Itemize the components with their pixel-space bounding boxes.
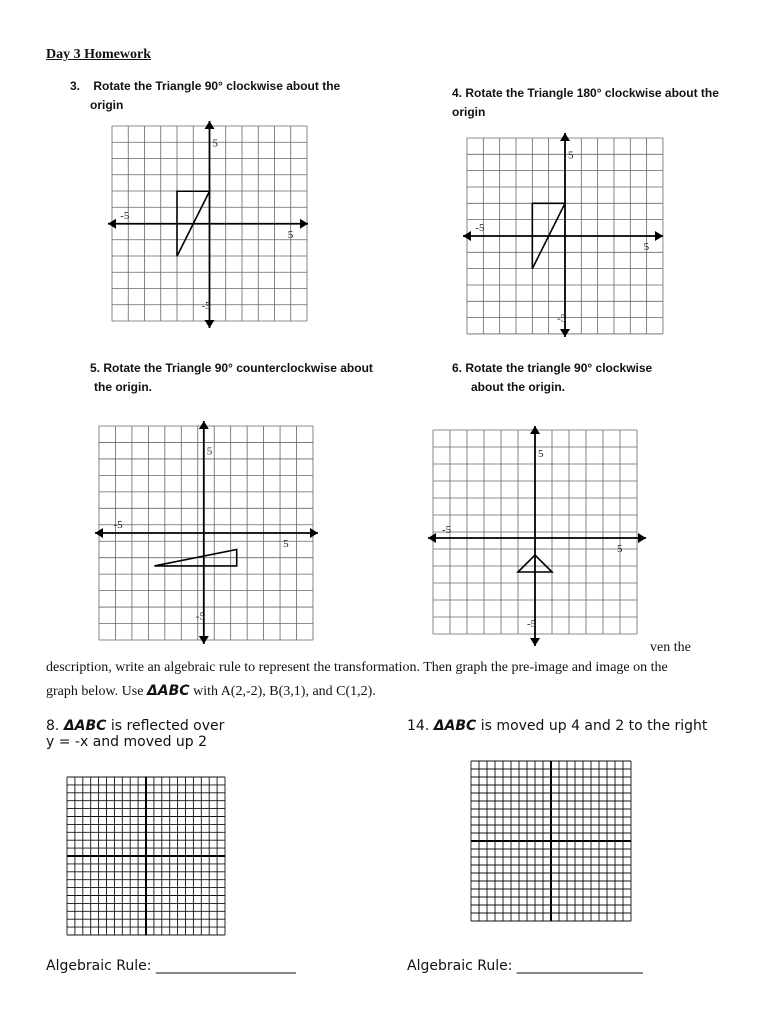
problem-3-text bbox=[70, 77, 340, 115]
exercise-14-number: 14. bbox=[407, 718, 430, 734]
triangle-abc-symbol: ΔABC bbox=[146, 683, 190, 699]
rule-8-blank[interactable]: ____________________ bbox=[155, 958, 296, 974]
instructions-line2-post: with A(2,-2), B(3,1), and C(1,2). bbox=[193, 684, 376, 699]
instructions-line1: description, write an algebraic rule to represent the transformation. Then graph the pre-image and image on the bbox=[46, 660, 668, 675]
exercise-8-blank-grid[interactable] bbox=[66, 776, 226, 939]
problem-6-number: 6. bbox=[452, 361, 463, 375]
rule-14-blank[interactable]: __________________ bbox=[516, 958, 643, 974]
y-axis-arrow-down bbox=[530, 638, 540, 646]
y-tick-label-neg: -5 bbox=[201, 300, 211, 312]
exercise-8-symbol: ΔABC bbox=[63, 718, 107, 734]
problem-3-line2: origin bbox=[90, 98, 124, 112]
y-axis-arrow-down bbox=[560, 329, 570, 337]
problem-6-text bbox=[452, 359, 652, 397]
problem-3-number: 3. bbox=[70, 79, 81, 93]
rule-14 bbox=[407, 958, 643, 974]
problem-5-line1: Rotate the Triangle 90° counterclockwise about bbox=[103, 361, 373, 375]
y-tick-label-pos: 5 bbox=[568, 149, 574, 162]
problem-4-text bbox=[452, 84, 719, 122]
y-tick-label-neg: -5 bbox=[557, 312, 567, 325]
x-axis-arrow-right bbox=[310, 528, 318, 538]
problem-4-line2: origin bbox=[452, 105, 486, 119]
x-axis-arrow-left bbox=[428, 533, 436, 543]
x-axis-arrow-right bbox=[655, 231, 663, 241]
y-axis-arrow-up bbox=[560, 133, 570, 141]
exercise-8-number: 8. bbox=[46, 718, 60, 734]
exercise-14-blank-grid[interactable] bbox=[470, 760, 632, 922]
exercise-8-text bbox=[46, 718, 224, 750]
x-tick-label-pos: 5 bbox=[287, 228, 294, 241]
problem-5-text bbox=[90, 359, 373, 397]
y-tick-label-neg: -5 bbox=[527, 618, 537, 630]
problem-3-graph bbox=[100, 118, 320, 333]
problem-5-graph bbox=[92, 418, 322, 646]
y-tick-label-pos: 5 bbox=[538, 448, 544, 460]
x-tick-label-pos: 5 bbox=[617, 543, 623, 555]
exercise-14-line1: is moved up 4 and 2 to the right bbox=[480, 718, 708, 734]
x-tick-label-neg: -5 bbox=[113, 519, 123, 531]
exercise-8-line2: y = -x and moved up 2 bbox=[46, 734, 208, 750]
page-title: Day 3 Homework bbox=[46, 47, 151, 62]
x-tick-label-neg: -5 bbox=[120, 209, 130, 222]
problem-5-number: 5. bbox=[90, 361, 101, 375]
problem-4-graph bbox=[455, 130, 675, 342]
rule-8 bbox=[46, 958, 296, 974]
y-axis-arrow-down bbox=[205, 320, 215, 328]
instructions-line2-pre: graph below. Use bbox=[46, 684, 144, 699]
problem-4-line1: Rotate the Triangle 180° clockwise about the bbox=[465, 86, 719, 100]
rule-8-label: Algebraic Rule: bbox=[46, 958, 152, 974]
rule-14-label: Algebraic Rule: bbox=[407, 958, 513, 974]
y-tick-label-pos: 5 bbox=[212, 137, 218, 150]
problem-3-line1: Rotate the Triangle 90° clockwise about the bbox=[93, 79, 341, 93]
exercise-14-text bbox=[407, 718, 707, 734]
instructions-fragment: ven the bbox=[650, 640, 691, 655]
x-tick-label-pos: 5 bbox=[283, 538, 289, 550]
problem-4-number: 4. bbox=[452, 86, 463, 100]
x-tick-label-neg: -5 bbox=[442, 524, 452, 536]
instructions-line2 bbox=[46, 683, 376, 700]
problem-6-graph bbox=[425, 424, 650, 648]
problem-6-line1: Rotate the triangle 90° clockwise bbox=[465, 361, 653, 375]
x-tick-label-neg: -5 bbox=[475, 222, 485, 234]
exercise-8-line1: is reflected over bbox=[110, 718, 225, 734]
problem-6-line2: about the origin. bbox=[471, 380, 565, 394]
exercise-14-symbol: ΔABC bbox=[433, 718, 477, 734]
x-axis-arrow-right bbox=[638, 533, 646, 543]
y-axis-arrow-up bbox=[199, 421, 209, 429]
y-tick-label-pos: 5 bbox=[206, 445, 213, 458]
problem-5-line2: the origin. bbox=[94, 380, 152, 394]
x-tick-label-pos: 5 bbox=[643, 241, 650, 253]
y-axis-arrow-up bbox=[205, 121, 215, 129]
y-tick-label-neg: -5 bbox=[195, 610, 205, 623]
